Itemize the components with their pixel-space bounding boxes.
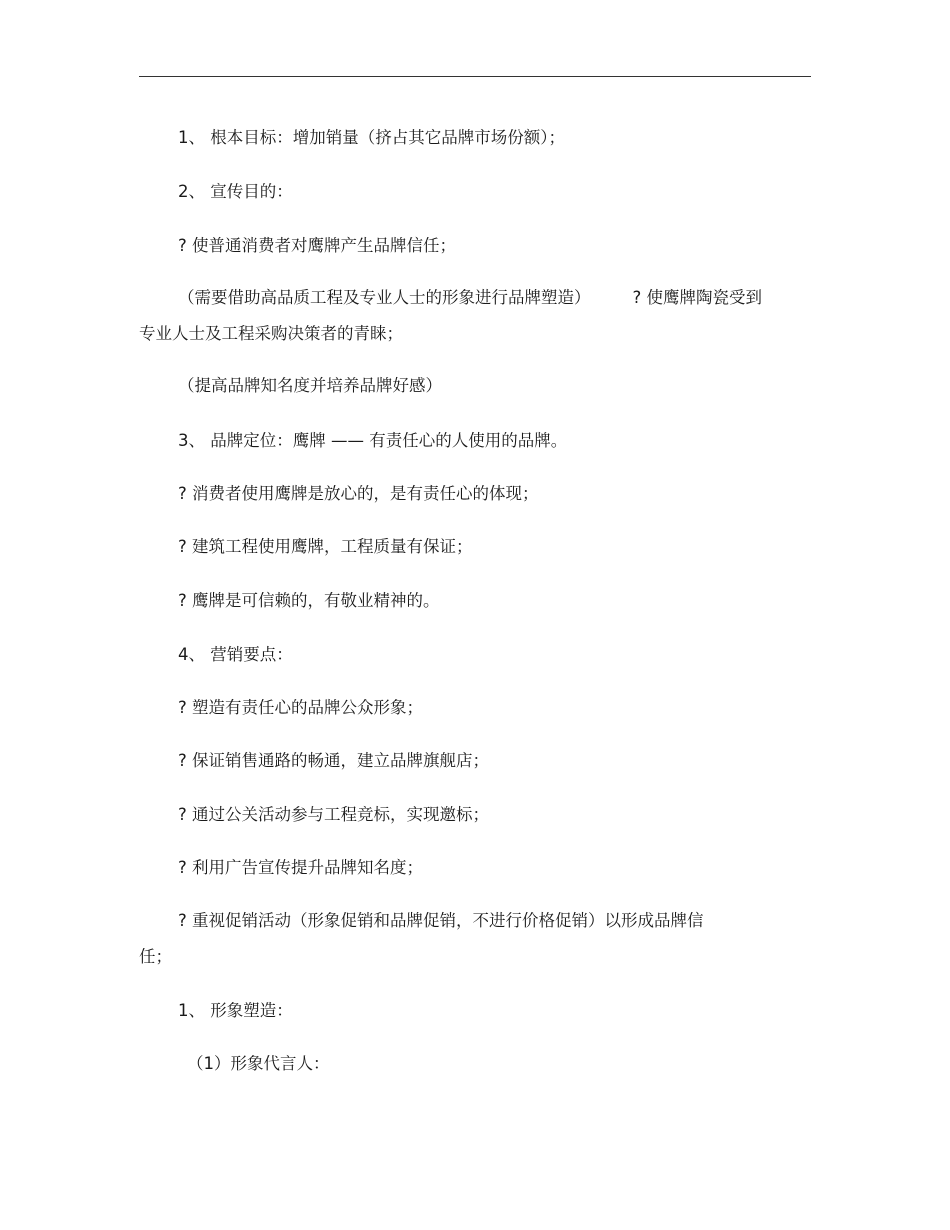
bullet-sales-channel: ? 保证销售通路的畅通，建立品牌旗舰店；: [178, 751, 490, 770]
bullet-promotion: ? 重视促销活动（形象促销和品牌促销，不进行价格促销）以形成品牌信: [178, 911, 704, 930]
bullet-trustworthy: ? 鹰牌是可信赖的，有敬业精神的。: [178, 591, 440, 610]
bullet-advertising: ? 利用广告宣传提升品牌知名度；: [178, 858, 424, 877]
note-text: （需要借助高品质工程及专业人士的形象进行品牌塑造）: [178, 288, 591, 307]
note-brand-awareness: （提高品牌知名度并培养品牌好感）: [178, 376, 442, 395]
item-image-building: 1、 形象塑造：: [178, 1001, 293, 1020]
item-brand-positioning: 3、 品牌定位：鹰牌 —— 有责任心的人使用的品牌。: [178, 431, 568, 450]
item-basic-goal: 1、 根本目标：增加销量（挤占其它品牌市场份额）；: [178, 128, 565, 147]
item-marketing-points: 4、 营销要点：: [178, 645, 293, 664]
bullet-professional-favor-cont: 专业人士及工程采购决策者的青睐；: [139, 324, 403, 343]
bullet-construction-quality: ? 建筑工程使用鹰牌，工程质量有保证；: [178, 537, 473, 556]
header-rule: [139, 76, 811, 77]
item-promo-purpose-heading: 2、 宣传目的：: [178, 182, 293, 201]
bullet-promotion-cont: 任；: [139, 947, 172, 966]
bullet-public-image: ? 塑造有责任心的品牌公众形象；: [178, 698, 424, 717]
bullet-pr-bidding: ? 通过公关活动参与工程竞标，实现邀标；: [178, 805, 490, 824]
bullet-professional-favor: ? 使鹰牌陶瓷受到: [632, 288, 763, 307]
bullet-consumer-trust: ? 使普通消费者对鹰牌产生品牌信任；: [178, 236, 457, 255]
note-high-quality-projects: [178, 287, 762, 309]
bullet-consumer-assured: ? 消费者使用鹰牌是放心的，是有责任心的体现；: [178, 484, 539, 503]
subitem-spokesperson: （1）形象代言人：: [187, 1054, 330, 1073]
